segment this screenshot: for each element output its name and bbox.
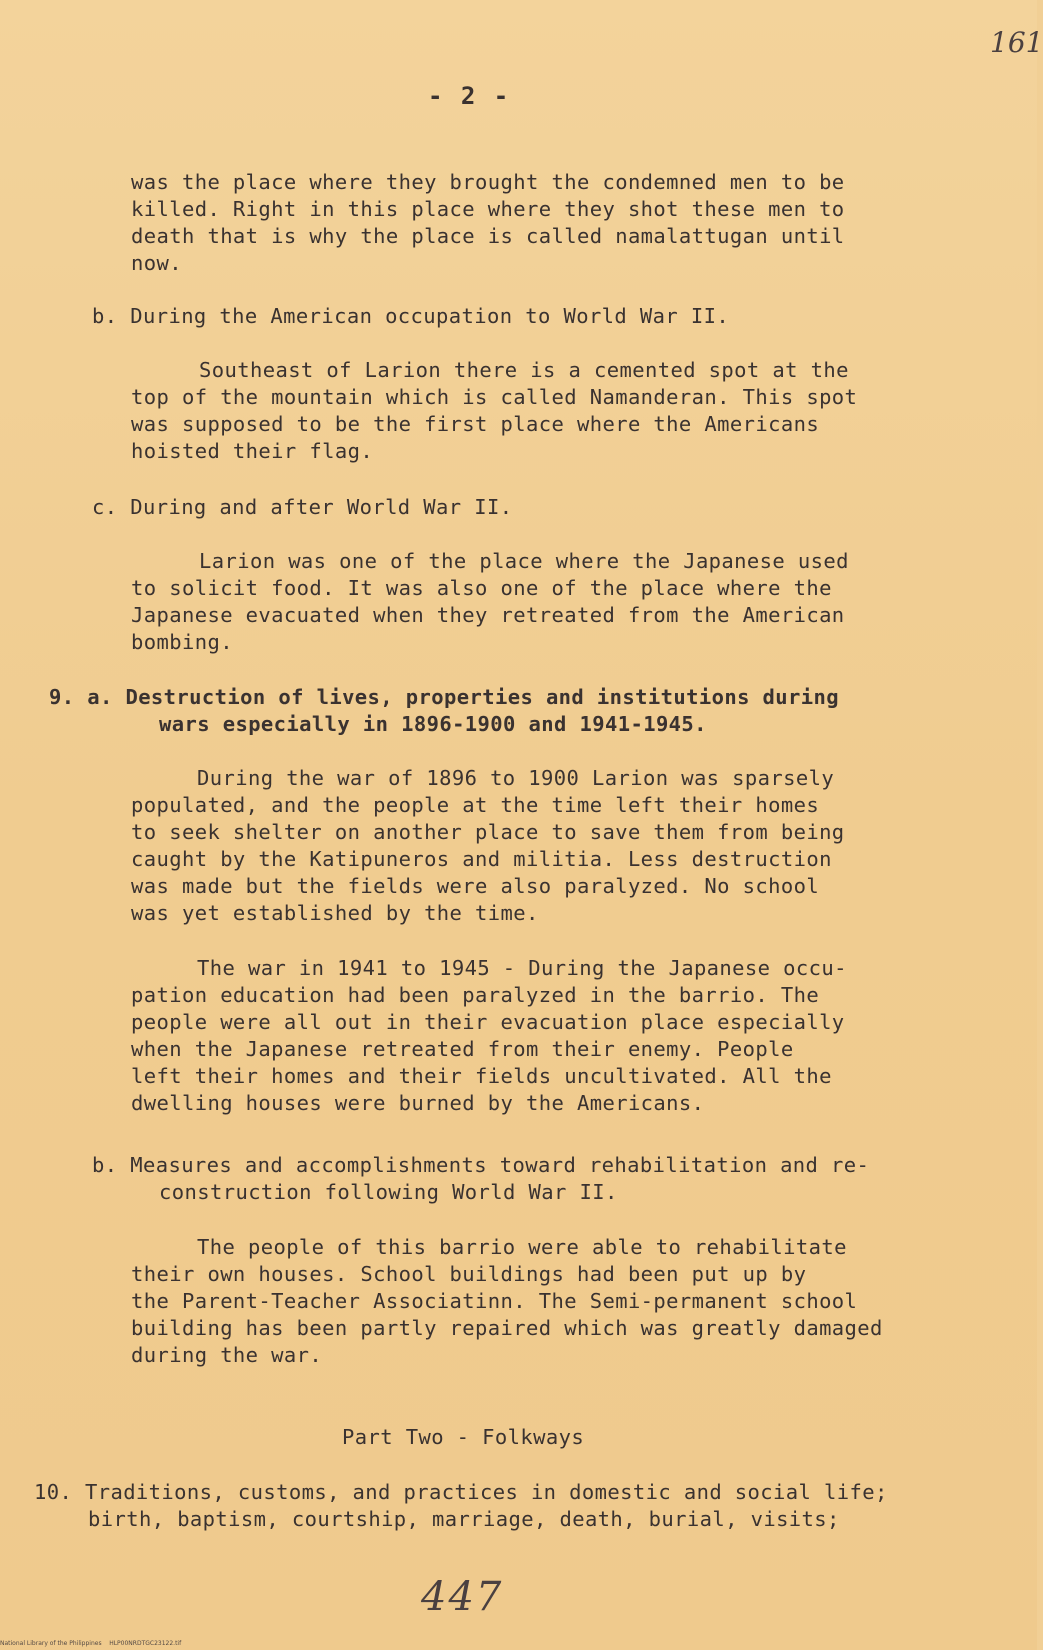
text-line: Southeast of Larion there is a cemented spot at the: [199, 358, 849, 382]
footer-caption: National Library of the Philippines HLP00NRDTGC23122.tif: [0, 1640, 182, 1647]
page-number: - 2 -: [428, 82, 511, 110]
text-line: left their homes and their fields uncultivated. All the: [131, 1064, 832, 1088]
text-line: The war in 1941 to 1945 - During the Japanese occu-: [197, 956, 847, 980]
text-line: pation education had been paralyzed in the barrio. The: [131, 983, 820, 1007]
text-line: birth, baptism, courtship, marriage, death, burial, visits;: [88, 1507, 840, 1531]
text-line: was made but the fields were also paralyzed. No school: [131, 874, 820, 898]
part-heading: Part Two - Folkways: [342, 1425, 585, 1449]
text-line: when the Japanese retreated from their enemy. People: [131, 1037, 794, 1061]
section-heading: 10. Traditions, customs, and practices in domestic and social life;: [34, 1480, 888, 1504]
text-line: dwelling houses were burned by the Americans.: [131, 1091, 705, 1115]
text-line: was supposed to be the first place where the Americans: [131, 412, 820, 436]
text-line: bombing.: [131, 630, 233, 654]
text-line: The people of this barrio were able to rehabilitate: [197, 1235, 847, 1259]
text-line: populated, and the people at the time left their homes: [131, 793, 820, 817]
text-line: was yet established by the time.: [131, 901, 539, 925]
text-line: to seek shelter on another place to save them from being: [131, 820, 845, 844]
text-line: building has been partly repaired which was greatly damaged: [131, 1316, 883, 1340]
stamp-number: 161: [990, 26, 1043, 59]
handwritten-folio: 447: [421, 1574, 504, 1620]
text-line: Japanese evacuated when they retreated from the American: [131, 603, 845, 627]
text-line: top of the mountain which is called Namanderan. This spot: [131, 385, 858, 409]
text-line: their own houses. School buildings had been put up by: [131, 1262, 807, 1286]
text-line: death that is why the place is called namalattugan until: [131, 224, 845, 248]
text-line: people were all out in their evacuation place especially: [131, 1010, 845, 1034]
section-heading: b. Measures and accomplishments toward rehabilitation and re-: [92, 1153, 870, 1177]
text-line: was the place where they brought the condemned men to be: [131, 170, 845, 194]
text-line: during the war.: [131, 1343, 323, 1367]
section-heading: construction following World War II.: [159, 1180, 618, 1204]
text-line: now.: [131, 251, 182, 275]
text-line: killed. Right in this place where they shot these men to: [131, 197, 845, 221]
text-line: caught by the Katipuneros and militia. Less destruction: [131, 847, 832, 871]
text-line: to solicit food. It was also one of the place where the: [131, 576, 832, 600]
text-line: During the war of 1896 to 1900 Larion was sparsely: [197, 766, 835, 790]
section-heading: 9. a. Destruction of lives, properties and institutions during: [49, 685, 840, 709]
text-line: the Parent-Teacher Associatinn. The Semi-permanent school: [131, 1289, 858, 1313]
section-heading: c. During and after World War II.: [92, 495, 513, 519]
section-heading: b. During the American occupation to World War II.: [92, 304, 730, 328]
section-heading: wars especially in 1896-1900 and 1941-1945.: [159, 712, 707, 736]
text-line: hoisted their flag.: [131, 439, 374, 463]
text-line: Larion was one of the place where the Japanese used: [199, 549, 849, 573]
